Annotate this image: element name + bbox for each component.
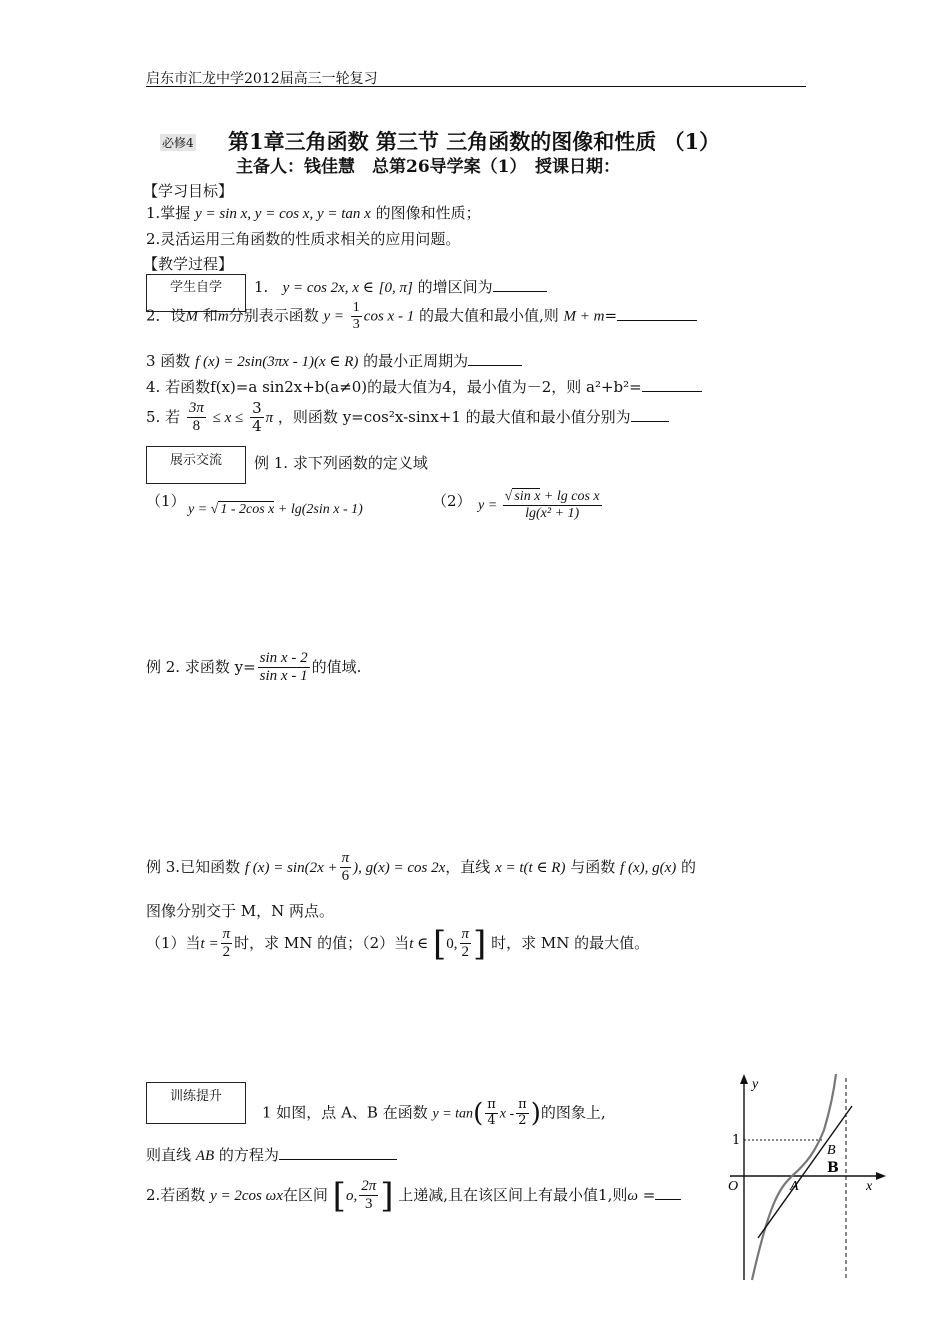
question-1 xyxy=(254,276,547,297)
example-3-line1 xyxy=(146,850,696,886)
graph-y-label: y xyxy=(752,1077,759,1092)
question-4 xyxy=(146,376,702,397)
train1-frac-2 xyxy=(516,1098,529,1129)
ex3-pre: 例 3.已知函数 xyxy=(146,857,241,876)
self-study-label: 学生自学 xyxy=(169,280,222,295)
ex3-t2: t ∈ xyxy=(409,935,429,952)
train1-n2: π xyxy=(518,1097,527,1112)
ex1-p2-y: y = xyxy=(478,497,498,513)
train1-n1: π xyxy=(487,1097,496,1112)
ex1-part1-expr xyxy=(188,502,363,518)
ex3-text1: 与函数 xyxy=(570,857,616,876)
ex3-de: 的 xyxy=(681,857,697,876)
question-5 xyxy=(146,400,669,436)
ex3-six: 6 xyxy=(341,868,350,885)
train1-pre: 1 如图，点 A、B 在函数 xyxy=(262,1103,428,1122)
q5-fraction-2 xyxy=(250,400,264,436)
q2-text: 的最大值和最小值,则 xyxy=(418,306,559,325)
x-axis-arrow xyxy=(876,1172,886,1180)
q2-m: m xyxy=(217,308,229,325)
ex1-p2-num-tail: + lg cos x xyxy=(543,489,600,504)
ex1-part1-label: （1） xyxy=(146,492,186,510)
q5-text: ，则函数 y=cos²x-sinx+1 的最大值和最小值分别为 xyxy=(277,407,631,426)
train1-ab: AB xyxy=(195,1148,215,1164)
ex1-part2-expr xyxy=(478,489,604,522)
q2-frac-num: 1 xyxy=(351,300,362,317)
ex3-fg: f (x), g(x) xyxy=(620,859,677,876)
ex3-pi: π xyxy=(340,850,352,868)
goal-1 xyxy=(146,202,481,223)
q5-pi: π xyxy=(265,409,274,426)
ex3-int-den: 2 xyxy=(461,944,470,961)
q1-math: y = cos 2x, x ∈ xyxy=(282,280,374,296)
ex1-part2-label: （2） xyxy=(432,492,472,510)
ex3-f: f (x) = sin(2x + xyxy=(244,859,338,876)
goal-1-suffix: 的图像和性质； xyxy=(375,204,481,222)
ex1-p2-den: lg(x² + 1) xyxy=(525,506,580,522)
ex2-den: sin x - 1 xyxy=(259,668,308,685)
graph-one-label: 1 xyxy=(732,1133,741,1148)
q2-tail: cos x - 1 xyxy=(363,308,415,325)
graph-a-label: A xyxy=(790,1179,799,1194)
question-2 xyxy=(146,300,697,333)
train2-num: 2π xyxy=(359,1178,378,1196)
train2-text: 上递减,且在该区间上有最小值1,则 xyxy=(398,1185,628,1204)
example-3-line3 xyxy=(146,923,650,964)
goals-heading: 【学习目标】 xyxy=(143,182,234,200)
example-1-title: 例 1. 求下列函数的定义域 xyxy=(254,454,428,472)
train2-eq: = xyxy=(642,1185,656,1204)
question-3 xyxy=(146,350,522,371)
training-1-line2 xyxy=(146,1144,397,1165)
ex3-s1: （1）当 xyxy=(146,933,201,952)
ex2-text: 的值域. xyxy=(311,657,362,676)
train1-line2b: 的方程为 xyxy=(218,1146,279,1164)
q2-answer-blank[interactable] xyxy=(617,306,697,321)
train1-text: 的图象上, xyxy=(540,1103,606,1122)
show-box xyxy=(146,446,246,484)
train1-d2: 2 xyxy=(518,1112,527,1128)
train1-rparen: ) xyxy=(530,1098,541,1129)
train1-line2: 则直线 xyxy=(146,1146,192,1164)
q2-M: M xyxy=(185,308,199,325)
ex2-pre: 例 2. 求函数 y= xyxy=(146,657,256,676)
ex3-xt: x = t(t ∈ R) xyxy=(495,859,566,876)
tan-curve xyxy=(752,1074,836,1280)
q5-pre: 5. 若 xyxy=(146,407,181,426)
train1-d1: 4 xyxy=(487,1112,496,1128)
training-1 xyxy=(262,1098,606,1129)
school-header: 启东市汇龙中学2012届高三一轮复习 xyxy=(146,71,378,87)
ex3-pi6 xyxy=(340,850,352,886)
ex3-g: ), g(x) = cos 2x xyxy=(353,859,446,876)
train1-x: x - xyxy=(499,1106,515,1122)
q3-answer-blank[interactable] xyxy=(468,351,522,366)
q2-fraction xyxy=(351,300,362,333)
train1-y: y = tan xyxy=(432,1106,474,1122)
subtitle: 主备人：钱佳慧 总第26导学案（1） 授课日期： xyxy=(236,157,620,177)
ex1-p1-tail: + lg(2sin x - 1) xyxy=(277,502,363,517)
ex3-line: ，直线 xyxy=(445,857,491,876)
q2-sum: M + m xyxy=(563,308,605,325)
train1-answer-blank[interactable] xyxy=(279,1145,397,1160)
ex2-fraction xyxy=(258,650,310,686)
train1-frac-1 xyxy=(485,1098,498,1129)
q2-y: y = xyxy=(323,308,345,325)
ex2-num: sin x - 2 xyxy=(258,650,310,668)
q4-text: 4. 若函数f(x)=a sin2x+b(a≠0)的最大值为4，最小值为－2，则 a²+b²= xyxy=(146,378,642,396)
ex3-zero: 0, xyxy=(446,935,458,952)
ex3-pi2-den: 2 xyxy=(222,944,231,961)
train2-omega: ω xyxy=(627,1187,638,1204)
q1-text: 的增区间为 xyxy=(417,278,493,296)
q1-interval: [0, π] xyxy=(378,280,413,296)
goal-1-math: y = sin x, y = cos x, y = tan x xyxy=(195,206,371,222)
graph-origin-label: O xyxy=(728,1179,739,1194)
graph-b-label: B xyxy=(827,1143,836,1158)
train2-frac xyxy=(359,1178,378,1214)
ex3-s2b: 时，求 MN 的最大值。 xyxy=(491,933,650,952)
q1-answer-blank[interactable] xyxy=(493,277,547,292)
ex1-p2-radicand: sin x xyxy=(514,489,541,504)
train2-answer-blank[interactable] xyxy=(655,1185,681,1200)
q5-frac1-den: 8 xyxy=(192,418,201,435)
train-box xyxy=(146,1082,246,1124)
ex1-p2-fraction xyxy=(503,489,602,522)
process-heading: 【教学过程】 xyxy=(143,255,234,273)
ex1-p1-y: y = xyxy=(188,502,208,517)
ex1-p2-num xyxy=(503,489,602,506)
train2-zero: o, xyxy=(345,1187,358,1204)
q5-fraction-1 xyxy=(187,400,206,436)
q5-le: ≤ x ≤ xyxy=(212,409,244,426)
q2-mid: 分别表示函数 xyxy=(228,306,319,325)
train2-math: y = 2cos ωx xyxy=(210,1187,283,1204)
q4-answer-blank[interactable] xyxy=(642,377,702,392)
q3-math: f (x) = 2sin(3πx - 1)(x ∈ R) xyxy=(195,354,359,370)
q1-num: 1. xyxy=(254,278,269,296)
graph-x-label: x xyxy=(866,1179,873,1194)
tangent-graph xyxy=(720,1070,900,1284)
example-2 xyxy=(146,650,361,686)
q3-text: 的最小正周期为 xyxy=(363,352,469,370)
right-bracket: ] xyxy=(473,923,487,964)
q5-frac1-num: 3π xyxy=(187,400,206,418)
left-bracket: [ xyxy=(332,1175,346,1216)
q3-pre: 3 函数 xyxy=(146,352,191,370)
ex3-interval-frac xyxy=(460,926,472,962)
q5-frac2-den: 4 xyxy=(252,417,262,436)
ex3-t1: t = xyxy=(200,935,219,952)
show-label: 展示交流 xyxy=(169,453,222,468)
train-label: 训练提升 xyxy=(169,1089,222,1104)
right-bracket: ] xyxy=(380,1175,394,1216)
graph-b-label-bold: B xyxy=(827,1160,839,1176)
q5-answer-blank[interactable] xyxy=(631,407,669,422)
sqrt-sign: √ xyxy=(504,489,513,504)
q2-frac-den: 3 xyxy=(352,317,360,333)
ex3-pi2 xyxy=(221,926,233,962)
q2-pre: 2．设 xyxy=(146,306,186,325)
ex3-pi2-num: π xyxy=(221,926,233,944)
header-rule xyxy=(146,86,806,87)
ex1-p1-radicand: 1 - 2cos x xyxy=(220,502,275,517)
train2-mid: 在区间 xyxy=(282,1185,328,1204)
ex3-s1b: 时，求 MN 的值；（2）当 xyxy=(234,933,410,952)
example-3-line2: 图像分别交于 M，N 两点。 xyxy=(146,902,335,920)
q2-and: 和 xyxy=(202,306,218,325)
q5-frac2-num: 3 xyxy=(252,399,262,417)
train2-den: 3 xyxy=(364,1196,373,1213)
sqrt-sign: √ xyxy=(210,502,219,517)
title-tag: 必修4 xyxy=(162,136,194,150)
train2-pre: 2.若函数 xyxy=(146,1185,206,1204)
training-2 xyxy=(146,1175,681,1216)
train1-lparen: ( xyxy=(473,1098,484,1129)
ex3-int-num: π xyxy=(460,926,472,944)
q2-eq: = xyxy=(604,306,618,325)
goal-2: 2.灵活运用三角函数的性质求相关的应用问题。 xyxy=(146,230,461,248)
y-axis-arrow xyxy=(740,1074,748,1084)
left-bracket: [ xyxy=(433,923,447,964)
goal-1-prefix: 1.掌握 xyxy=(146,204,191,222)
chapter-title: 第1章三角函数 第三节 三角函数的图像和性质 （1） xyxy=(228,129,721,154)
